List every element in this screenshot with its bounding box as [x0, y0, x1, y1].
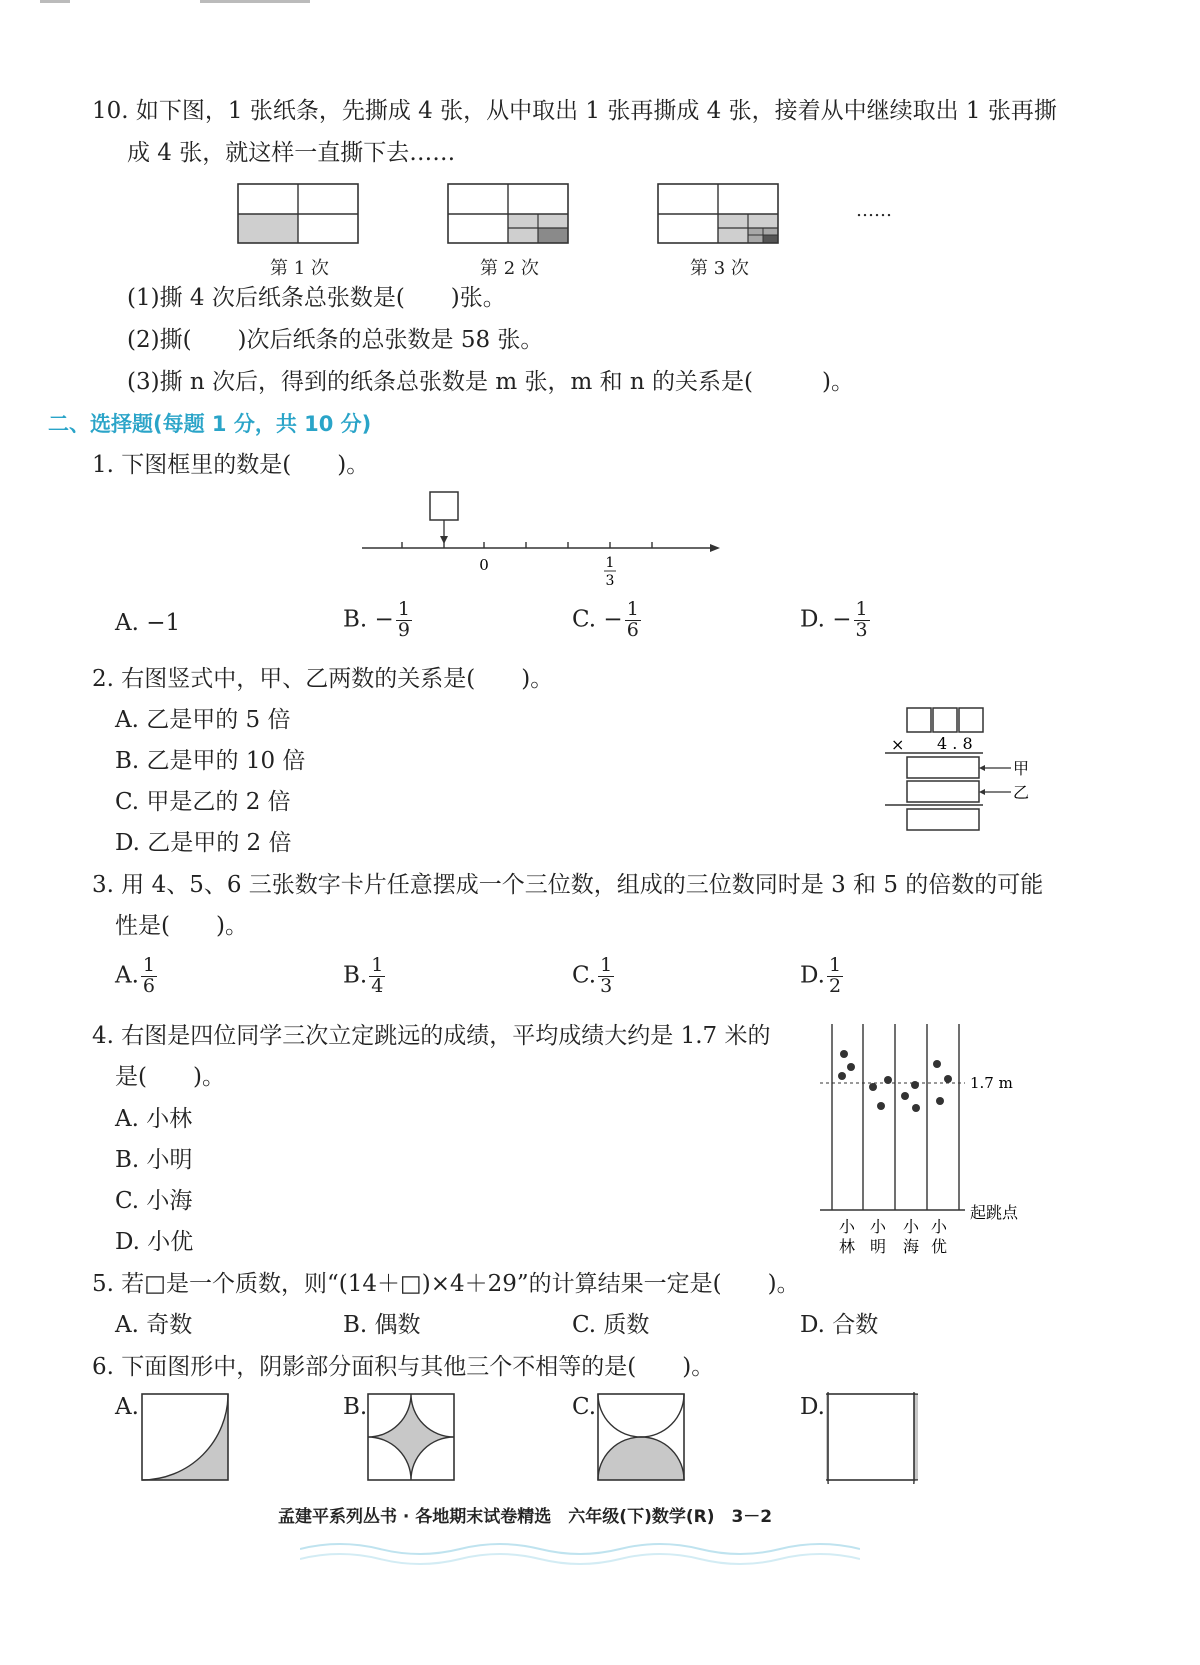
- label-jia: 甲: [1013, 759, 1030, 778]
- long-jump-dot-plot: [815, 1020, 1040, 1260]
- mc6-figure-d: [826, 1392, 918, 1484]
- mc4-option-b[interactable]: B. 小明: [115, 1147, 193, 1173]
- mc6-option-c-label[interactable]: C.: [572, 1394, 597, 1420]
- multiplier: 4 . 8: [937, 734, 973, 753]
- mc3-option-b[interactable]: B. $\frac{1}{4}$: [343, 954, 384, 997]
- mc6-figure-b: [366, 1392, 458, 1484]
- mc3-stem-line2: 性是( )。: [115, 913, 248, 939]
- start-point-label: 起跳点: [970, 1203, 1019, 1222]
- figures-ellipsis: ……: [856, 200, 892, 221]
- mc2-stem: 2. 右图竖式中，甲、乙两数的关系是( )。: [92, 666, 554, 692]
- partial-product-jia: [907, 757, 979, 778]
- name-2-b: 明: [869, 1237, 887, 1256]
- scan-mark: [200, 0, 310, 3]
- product-box: [907, 809, 979, 830]
- mc4-stem-line1: 4. 右图是四位同学三次立定跳远的成绩，平均成绩大约是 1.7 米的: [92, 1023, 771, 1049]
- q10-stem-line2: 成 4 张，就这样一直撕下去……: [127, 140, 456, 166]
- reference-label: 1.7 m: [970, 1074, 1013, 1092]
- page-footer: 孟建平系列丛书 · 各地期末试卷精选 六年级(下)数学(R) 3－2: [278, 1507, 773, 1527]
- axis-frac-num: 1: [605, 555, 615, 571]
- mc3-stem-line1: 3. 用 4、5、6 三张数字卡片任意摆成一个三位数，组成的三位数同时是 3 和 5 的倍数的可能: [92, 872, 1044, 898]
- mc3-option-d[interactable]: D. $\frac{1}{2}$: [800, 954, 842, 997]
- axis-zero-label: 0: [479, 556, 489, 574]
- paper-tearing-figures: [230, 178, 870, 250]
- mc2-option-a[interactable]: A. 乙是甲的 5 倍: [115, 707, 291, 733]
- axis-frac-den: 3: [605, 573, 615, 589]
- mc1-stem: 1. 下图框里的数是( )。: [92, 452, 370, 478]
- scan-mark: [40, 0, 70, 3]
- times-sign: ×: [891, 735, 905, 754]
- q10-sub2: (2)撕( )次后纸条的总张数是 58 张。: [127, 327, 544, 353]
- mc6-option-d-label[interactable]: D.: [800, 1394, 825, 1420]
- mc6-figure-a: [140, 1392, 232, 1484]
- name-1-a: 小: [838, 1217, 856, 1236]
- mc4-option-d[interactable]: D. 小优: [115, 1229, 194, 1255]
- mc6-option-a-label[interactable]: A.: [115, 1394, 139, 1420]
- name-1-b: 林: [838, 1237, 856, 1256]
- mc1-option-b[interactable]: B. − $\frac{1}{9}$: [343, 598, 410, 641]
- section-title: 二、选择题(每题 1 分，共 10 分): [48, 412, 372, 436]
- mc4-option-c[interactable]: C. 小海: [115, 1188, 193, 1214]
- caption-fig1: 第 1 次: [270, 258, 329, 279]
- mc1-option-d[interactable]: D. − $\frac{1}{3}$: [800, 598, 868, 641]
- mc5-option-a[interactable]: A. 奇数: [115, 1312, 193, 1338]
- number-line: [360, 488, 730, 593]
- partial-product-yi: [907, 781, 979, 802]
- mc4-option-a[interactable]: A. 小林: [115, 1106, 193, 1132]
- mc3-option-a[interactable]: A. $\frac{1}{6}$: [115, 954, 156, 997]
- mc6-stem: 6. 下面图形中，阴影部分面积与其他三个不相等的是( )。: [92, 1354, 715, 1380]
- footer-wave-decoration: [300, 1535, 860, 1575]
- mc6-figure-c: [596, 1392, 688, 1484]
- mc2-option-b[interactable]: B. 乙是甲的 10 倍: [115, 748, 306, 774]
- tear-figure-1: [238, 184, 358, 243]
- mc2-option-d[interactable]: D. 乙是甲的 2 倍: [115, 830, 292, 856]
- name-3-b: 海: [902, 1237, 920, 1256]
- q10-sub3: (3)撕 n 次后，得到的纸条总张数是 m 张，m 和 n 的关系是( )。: [127, 369, 854, 395]
- caption-fig3: 第 3 次: [690, 258, 749, 279]
- tear-figure-3: [658, 184, 778, 243]
- caption-fig2: 第 2 次: [480, 258, 539, 279]
- mc5-stem: 5. 若□是一个质数，则“(14＋□)×4＋29”的计算结果一定是( )。: [92, 1271, 800, 1297]
- answer-box: [430, 492, 458, 520]
- mc3-option-c[interactable]: C. $\frac{1}{3}$: [572, 954, 613, 997]
- mc5-option-c[interactable]: C. 质数: [572, 1312, 650, 1338]
- vertical-multiplication: [875, 700, 1045, 840]
- name-4-a: 小: [930, 1217, 948, 1236]
- mc4-stem-line2: 是( )。: [115, 1064, 225, 1090]
- name-2-a: 小: [869, 1217, 887, 1236]
- mc1-option-a[interactable]: A. −1: [115, 610, 181, 636]
- mc5-option-d[interactable]: D. 合数: [800, 1312, 879, 1338]
- mc6-option-b-label[interactable]: B.: [343, 1394, 368, 1420]
- name-4-b: 优: [930, 1237, 948, 1256]
- mc2-option-c[interactable]: C. 甲是乙的 2 倍: [115, 789, 291, 815]
- name-3-a: 小: [902, 1217, 920, 1236]
- q10-sub1: (1)撕 4 次后纸条总张数是( )张。: [127, 285, 506, 311]
- tear-figure-2: [448, 184, 568, 243]
- mc1-option-c[interactable]: C. − $\frac{1}{6}$: [572, 598, 639, 641]
- label-yi: 乙: [1013, 783, 1030, 802]
- mc5-option-b[interactable]: B. 偶数: [343, 1312, 421, 1338]
- q10-stem-line1: 10. 如下图，1 张纸条，先撕成 4 张，从中取出 1 张再撕成 4 张，接着从中继续取出 1 张再撕: [92, 98, 1057, 124]
